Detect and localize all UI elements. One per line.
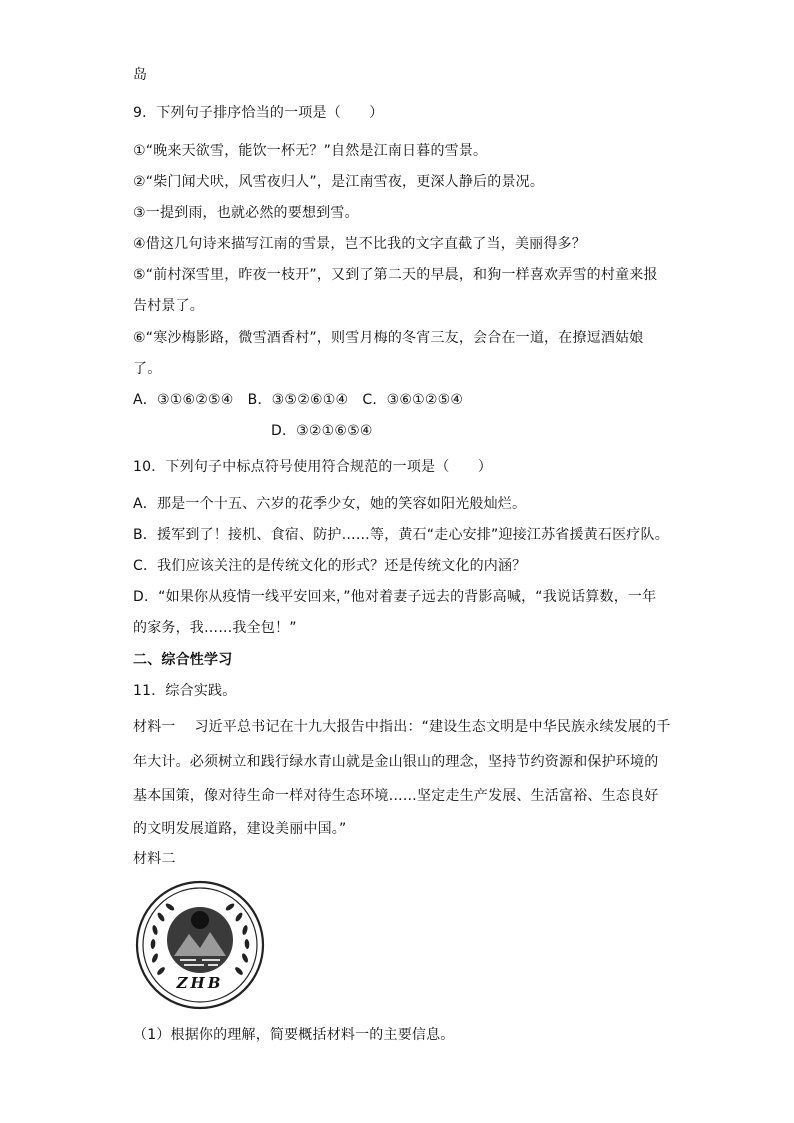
q9-sentence-1: ①“晚来天欲雪，能饮一杯无？”自然是江南日暮的雪景。 xyxy=(133,143,488,159)
environmental-protection-emblem xyxy=(134,880,266,1010)
q9-sentence-2: ②“柴门闻犬吠，风雪夜归人”，是江南雪夜，更深人静后的景况。 xyxy=(133,174,545,190)
q10-stem: 10．下列句子中标点符号使用符合规范的一项是（ ） xyxy=(133,459,493,475)
q10-option-d-line1: D．“如果你从疫情一线平安回来，”他对着妻子远去的背影高喊，“我说话算数，一年 xyxy=(133,589,657,605)
fragment-top: 岛 xyxy=(133,67,148,83)
q9-sentence-6-line1: ⑥“寒沙梅影路，微雪酒香村”，则雪月梅的冬宵三友，会合在一道，在撩逗酒姑娘 xyxy=(133,330,644,346)
q9-sentence-6-line2: 了。 xyxy=(133,361,162,377)
material2-label: 材料二 xyxy=(133,851,176,867)
q9-sentence-5-line2: 告村景了。 xyxy=(133,298,204,314)
q11-sub1: （1）根据你的理解，简要概括材料一的主要信息。 xyxy=(133,1027,455,1043)
q9-sentence-3: ③一提到雨，也就必然的要想到雪。 xyxy=(133,205,359,221)
q9-sentence-4: ④借这几句诗来描写江南的雪景，岂不比我的文字直截了当，美丽得多？ xyxy=(133,236,586,252)
q11-stem: 11．综合实践。 xyxy=(133,683,237,699)
q10-option-b: B．援军到了！接机、食宿、防护……等，黄石“走心安排”迎接江苏省援黄石医疗队。 xyxy=(133,527,669,543)
q10-option-d-line2: 的家务，我……我全包！” xyxy=(133,620,297,636)
material1-line4: 的文明发展道路，建设美丽中国。” xyxy=(133,821,347,837)
q9-options-row2: D．③②①⑥⑤④ xyxy=(271,423,373,439)
q10-option-a: A．那是一个十五、六岁的花季少女，她的笑容如阳光般灿烂。 xyxy=(133,496,527,512)
emblem-text: ZHB xyxy=(176,974,224,992)
material1-line1: 材料一 习近平总书记在十九大报告中指出：“建设生态文明是中华民族永续发展的千 xyxy=(133,719,671,735)
q9-options-row1: A．③①⑥②⑤④ B．③⑤②⑥①④ C．③⑥①②⑤④ xyxy=(133,392,464,408)
q9-sentence-5-line1: ⑤“前村深雪里，昨夜一枝开”，又到了第二天的早晨，和狗一样喜欢弄雪的村童来报 xyxy=(133,267,658,283)
material1-line3: 基本国策，像对待生命一样对待生态环境……坚定走生产发展、生活富裕、生态良好 xyxy=(133,788,659,804)
material1-line2: 年大计。必须树立和践行绿水青山就是金山银山的理念，坚持节约资源和保护环境的 xyxy=(133,754,659,770)
q9-stem: 9．下列句子排序恰当的一项是（ ） xyxy=(133,105,384,121)
section-title: 二、综合性学习 xyxy=(133,652,233,668)
q10-option-c: C．我们应该关注的是传统文化的形式？还是传统文化的内涵？ xyxy=(133,558,527,574)
